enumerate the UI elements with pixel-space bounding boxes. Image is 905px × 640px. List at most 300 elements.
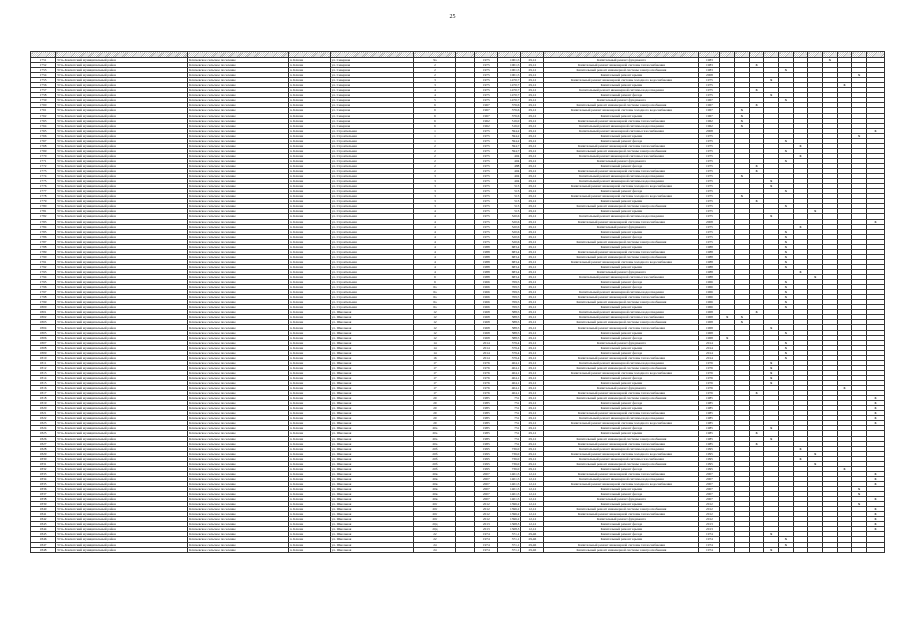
plan-year-cell: 1975 (699, 204, 720, 209)
plan-year-cell: 1975 (699, 239, 720, 244)
mark-cell: X (779, 158, 794, 163)
area-cell: 404,1 (498, 391, 521, 396)
street-cell: ул. Строительная (330, 153, 414, 158)
row-number: 1842 (31, 517, 56, 522)
year-cell: 1975 (475, 143, 498, 148)
work-type-cell: Капитальный ремонт фасада (544, 532, 699, 537)
settlement-cell: Ключевское сельское поселение (188, 542, 289, 547)
work-type-cell: Капитальный ремонт инженерной системы холодного водоснабжения (544, 481, 699, 486)
place-cell: п. Ключи (288, 330, 330, 335)
house-cell: 14 (414, 340, 456, 345)
year-cell: 1975 (475, 148, 498, 153)
year-cell: 1975 (475, 58, 498, 63)
settlement-cell: Ключевское сельское поселение (188, 264, 289, 269)
area-cell: 594,7 (498, 143, 521, 148)
work-type-cell: Капитальный ремонт инженерной системы электроснабжения (544, 239, 699, 244)
year-cell: 1974 (475, 547, 498, 552)
area-cell: 588,5 (498, 310, 521, 315)
work-type-cell: Капитальный ремонт инженерной системы холодного водоснабжения (544, 108, 699, 113)
tariff-cell: 29,12 (521, 244, 544, 249)
plan-year-cell: 1962 (699, 118, 720, 123)
area-cell: 1001,5 (498, 63, 521, 68)
tariff-cell: 29,12 (521, 148, 544, 153)
street-cell: ул. Строительная (330, 184, 414, 189)
row-number: 1765 (31, 128, 56, 133)
work-type-cell: Капитальный ремонт инженерной системы газоснабжения (544, 128, 699, 133)
settlement-cell: Ключевское сельское поселение (188, 451, 289, 456)
row-number: 1794 (31, 275, 56, 280)
plan-year-cell: 1995 (699, 461, 720, 466)
area-cell: 736,0 (498, 466, 521, 471)
district-cell: Усть-Камчатский муниципальный район (56, 461, 188, 466)
plan-year-cell: 2014 (699, 355, 720, 360)
year-cell: 1988 (475, 275, 498, 280)
plan-year-cell: 1988 (699, 269, 720, 274)
house-cell: 1 (414, 128, 456, 133)
house-cell: 20 (414, 411, 456, 416)
place-cell: п. Ключи (288, 431, 330, 436)
area-cell: 379,4 (498, 355, 521, 360)
plan-year-cell: 2007 (699, 492, 720, 497)
district-cell: Усть-Камчатский муниципальный район (56, 401, 188, 406)
settlement-cell: Ключевское сельское поселение (188, 325, 289, 330)
district-cell: Усть-Камчатский муниципальный район (56, 481, 188, 486)
place-cell: п. Ключи (288, 411, 330, 416)
house-cell: 20б (414, 456, 456, 461)
mark-cell: X (749, 88, 764, 93)
year-cell: 1975 (475, 153, 498, 158)
street-cell: ул. Школьная (330, 381, 414, 386)
house-cell: 22 (414, 537, 456, 542)
year-cell: 1975 (475, 229, 498, 234)
row-number: 1795 (31, 280, 56, 285)
work-type-cell: Капитальный ремонт инженерной системы теплоснабжения (544, 441, 699, 446)
district-cell: Усть-Камчатский муниципальный район (56, 431, 188, 436)
house-cell: 4 (414, 224, 456, 229)
work-type-cell: Капитальный ремонт фасада (544, 163, 699, 168)
settlement-cell: Ключевское сельское поселение (188, 461, 289, 466)
plan-year-cell: 1995 (699, 451, 720, 456)
street-cell: ул. Строительная (330, 214, 414, 219)
settlement-cell: Ключевское сельское поселение (188, 486, 289, 491)
plan-year-cell: 1988 (699, 244, 720, 249)
district-cell: Усть-Камчатский муниципальный район (56, 305, 188, 310)
district-cell: Усть-Камчатский муниципальный район (56, 451, 188, 456)
street-cell: ул. Школьная (330, 481, 414, 486)
settlement-cell: Ключевское сельское поселение (188, 481, 289, 486)
place-cell: п. Ключи (288, 73, 330, 78)
area-cell: 1001,5 (498, 73, 521, 78)
row-number: 1806 (31, 335, 56, 340)
plan-year-cell: 1995 (699, 466, 720, 471)
place-cell: п. Ключи (288, 441, 330, 446)
tariff-cell: 29,12 (521, 320, 544, 325)
work-type-cell: Капитальный ремонт инженерной системы холодного водоснабжения (544, 194, 699, 199)
plan-year-cell: 1975 (699, 78, 720, 83)
place-cell: п. Ключи (288, 310, 330, 315)
work-type-cell: Капитальный ремонт инженерной системы водоотведения (544, 446, 699, 451)
tariff-cell: 12,12 (521, 527, 544, 532)
area-cell: 588,5 (498, 330, 521, 335)
row-number: 1829 (31, 451, 56, 456)
row-number: 1777 (31, 189, 56, 194)
row-number: 1812 (31, 365, 56, 370)
blank-cell (456, 547, 475, 552)
area-cell: 683,4 (498, 249, 521, 254)
settlement-cell: Ключевское сельское поселение (188, 466, 289, 471)
house-cell: 12 (414, 315, 456, 320)
house-cell: 20а (414, 426, 456, 431)
area-cell: 1470,7 (498, 78, 521, 83)
row-number: 1792 (31, 264, 56, 269)
district-cell: Усть-Камчатский муниципальный район (56, 320, 188, 325)
mark-cell: X (866, 471, 884, 476)
mark-cell: X (779, 204, 794, 209)
place-cell: п. Ключи (288, 345, 330, 350)
table-body (31, 58, 885, 553)
year-cell: 1968 (475, 330, 498, 335)
mark-cell: X (793, 143, 808, 148)
district-cell: Усть-Камчатский муниципальный район (56, 375, 188, 380)
plan-year-cell: 1975 (699, 229, 720, 234)
area-cell: 379,4 (498, 345, 521, 350)
mark-cell: X (720, 315, 735, 320)
district-cell: Усть-Камчатский муниципальный район (56, 522, 188, 527)
work-type-cell: Капитальный ремонт фундамента (544, 386, 699, 391)
row-number: 1764 (31, 123, 56, 128)
area-cell: 1401,5 (498, 492, 521, 497)
mark-cell: X (779, 542, 794, 547)
area-cell: 1401,5 (498, 497, 521, 502)
settlement-cell: Ключевское сельское поселение (188, 375, 289, 380)
mark-cell: X (779, 305, 794, 310)
place-cell: п. Ключи (288, 522, 330, 527)
mark-cell: X (764, 436, 779, 441)
place-cell: п. Ключи (288, 118, 330, 123)
settlement-cell: Ключевское сельское поселение (188, 234, 289, 239)
work-type-cell: Капитальный ремонт фасада (544, 285, 699, 290)
area-cell: 371,1 (498, 532, 521, 537)
district-cell: Усть-Камчатский муниципальный район (56, 386, 188, 391)
area-cell: 1396,2 (498, 517, 521, 522)
house-cell: 3 (414, 184, 456, 189)
tariff-cell: 29,12 (521, 214, 544, 219)
tariff-cell: 29,12 (521, 446, 544, 451)
settlement-cell: Ключевское сельское поселение (188, 269, 289, 274)
row-number: 1810 (31, 355, 56, 360)
plan-year-cell: 1967 (699, 113, 720, 118)
settlement-cell: Ключевское сельское поселение (188, 300, 289, 305)
year-cell: 1975 (475, 63, 498, 68)
mark-cell: X (779, 239, 794, 244)
house-cell: 2 (414, 158, 456, 163)
district-cell: Усть-Камчатский муниципальный район (56, 83, 188, 88)
row-number: 1799 (31, 300, 56, 305)
mark-cell: X (779, 350, 794, 355)
settlement-cell: Ключевское сельское поселение (188, 108, 289, 113)
settlement-cell: Ключевское сельское поселение (188, 345, 289, 350)
plan-year-cell: 1967 (699, 98, 720, 103)
tariff-cell: 29,12 (521, 93, 544, 98)
area-cell: 683,4 (498, 269, 521, 274)
district-cell: Усть-Камчатский муниципальный район (56, 169, 188, 174)
plan-year-cell: 1985 (699, 426, 720, 431)
street-cell: ул. Школьная (330, 547, 414, 552)
mark-cell: X (866, 517, 884, 522)
place-cell: п. Ключи (288, 365, 330, 370)
area-cell: 513 (498, 204, 521, 209)
mark-cell: X (779, 280, 794, 285)
house-cell: 3 (414, 189, 456, 194)
tariff-cell: 29,12 (521, 401, 544, 406)
mark-cell: X (764, 325, 779, 330)
work-type-cell: Капитальный ремонт крыши (544, 244, 699, 249)
district-cell: Усть-Камчатский муниципальный район (56, 421, 188, 426)
district-cell: Усть-Камчатский муниципальный район (56, 93, 188, 98)
place-cell: п. Ключи (288, 532, 330, 537)
area-cell: 404 (498, 174, 521, 179)
tariff-cell: 12,12 (521, 507, 544, 512)
row-number: 1802 (31, 315, 56, 320)
year-cell: 2007 (475, 476, 498, 481)
settlement-cell: Ключевское сельское поселение (188, 492, 289, 497)
work-type-cell: Капитальный ремонт инженерной системы электроснабжения (544, 148, 699, 153)
settlement-cell: Ключевское сельское поселение (188, 174, 289, 179)
work-type-cell: Капитальный ремонт фундамента (544, 269, 699, 274)
street-cell: ул. Школьная (330, 406, 414, 411)
tariff-cell: 29,12 (521, 411, 544, 416)
work-type-cell: Капитальный ремонт крыши (544, 406, 699, 411)
tariff-cell: 29,12 (521, 466, 544, 471)
district-cell: Усть-Камчатский муниципальный район (56, 214, 188, 219)
row-number: 1827 (31, 441, 56, 446)
district-cell: Усть-Камчатский муниципальный район (56, 542, 188, 547)
district-cell: Усть-Камчатский муниципальный район (56, 229, 188, 234)
district-cell: Усть-Камчатский муниципальный район (56, 158, 188, 163)
place-cell: п. Ключи (288, 229, 330, 234)
year-cell: 1966 (475, 290, 498, 295)
settlement-cell: Ключевское сельское поселение (188, 204, 289, 209)
settlement-cell: Ключевское сельское поселение (188, 386, 289, 391)
mark-cell: X (866, 219, 884, 224)
plan-year-cell: 1967 (699, 108, 720, 113)
house-cell: 4 (414, 219, 456, 224)
place-cell: п. Ключи (288, 63, 330, 68)
tariff-cell: 29,12 (521, 360, 544, 365)
area-cell: 513 (498, 199, 521, 204)
mark-cell: X (779, 244, 794, 249)
year-cell: 1975 (475, 163, 498, 168)
work-type-cell: Капитальный ремонт инженерной системы электроснабжения (544, 320, 699, 325)
place-cell: п. Ключи (288, 214, 330, 219)
place-cell: п. Ключи (288, 108, 330, 113)
house-cell: 12 (414, 320, 456, 325)
place-cell: п. Ключи (288, 93, 330, 98)
settlement-cell: Ключевское сельское поселение (188, 365, 289, 370)
area-cell: 1396,2 (498, 507, 521, 512)
street-cell: ул. Школьная (330, 507, 414, 512)
area-cell: 1368,3 (498, 527, 521, 532)
district-cell: Усть-Камчатский муниципальный район (56, 391, 188, 396)
tariff-cell: 29,12 (521, 63, 544, 68)
row-number: 1830 (31, 456, 56, 461)
mark-cell: X (779, 68, 794, 73)
place-cell: п. Ключи (288, 244, 330, 249)
plan-year-cell: 1975 (699, 169, 720, 174)
district-cell: Усть-Камчатский муниципальный район (56, 224, 188, 229)
place-cell: п. Ключи (288, 547, 330, 552)
year-cell: 1967 (475, 113, 498, 118)
row-number: 1762 (31, 113, 56, 118)
district-cell: Усть-Камчатский муниципальный район (56, 88, 188, 93)
work-type-cell: Капитальный ремонт инженерной системы электроснабжения (544, 68, 699, 73)
work-type-cell: Капитальный ремонт фасада (544, 280, 699, 285)
settlement-cell: Ключевское сельское поселение (188, 58, 289, 63)
mark-cell: X (866, 476, 884, 481)
area-cell: 379,4 (498, 350, 521, 355)
place-cell: п. Ключи (288, 401, 330, 406)
tariff-cell: 29,12 (521, 138, 544, 143)
row-number: 1784 (31, 224, 56, 229)
mark-cell: X (852, 492, 867, 497)
place-cell: п. Ключи (288, 451, 330, 456)
tariff-cell: 29,12 (521, 199, 544, 204)
settlement-cell: Ключевское сельское поселение (188, 340, 289, 345)
house-cell: 20а (414, 441, 456, 446)
mark-cell: X (866, 401, 884, 406)
district-cell: Усть-Камчатский муниципальный район (56, 381, 188, 386)
area-cell: 516,0 (498, 118, 521, 123)
year-cell: 1975 (475, 189, 498, 194)
mark-cell: X (793, 224, 808, 229)
year-cell: 1988 (475, 244, 498, 249)
district-cell: Усть-Камчатский муниципальный район (56, 108, 188, 113)
year-cell: 2012 (475, 502, 498, 507)
plan-year-cell: 1975 (699, 138, 720, 143)
settlement-cell: Ключевское сельское поселение (188, 259, 289, 264)
year-cell: 2012 (475, 507, 498, 512)
house-cell: 17 (414, 365, 456, 370)
program-table (30, 51, 885, 553)
work-type-cell: Капитальный ремонт фасада (544, 426, 699, 431)
plan-year-cell: 1988 (699, 249, 720, 254)
district-cell: Усть-Камчатский муниципальный район (56, 436, 188, 441)
area-cell: 1396,2 (498, 502, 521, 507)
mark-cell: X (779, 300, 794, 305)
street-cell: ул. Строительная (330, 219, 414, 224)
tariff-cell: 29,12 (521, 441, 544, 446)
district-cell: Усть-Камчатский муниципальный район (56, 199, 188, 204)
district-cell: Усть-Камчатский муниципальный район (56, 290, 188, 295)
place-cell: п. Ключи (288, 381, 330, 386)
row-number: 1809 (31, 350, 56, 355)
district-cell: Усть-Камчатский муниципальный район (56, 259, 188, 264)
year-cell: 1975 (475, 128, 498, 133)
settlement-cell: Ключевское сельское поселение (188, 381, 289, 386)
area-cell: 520,6 (498, 219, 521, 224)
street-cell: ул. Школьная (330, 421, 414, 426)
area-cell: 379,4 (498, 340, 521, 345)
street-cell: ул. Школьная (330, 436, 414, 441)
place-cell: п. Ключи (288, 512, 330, 517)
street-cell: ул. Строительная (330, 295, 414, 300)
house-cell: 4 (414, 88, 456, 93)
row-number: 1779 (31, 199, 56, 204)
street-cell: ул. Северная (330, 123, 414, 128)
settlement-cell: Ключевское сельское поселение (188, 103, 289, 108)
row-number: 1783 (31, 219, 56, 224)
row-number: 1751 (31, 58, 56, 63)
year-cell: 1966 (475, 295, 498, 300)
plan-year-cell: 1975 (699, 174, 720, 179)
plan-year-cell: 1995 (699, 456, 720, 461)
row-number: 1786 (31, 234, 56, 239)
settlement-cell: Ключевское сельское поселение (188, 184, 289, 189)
row-number: 1758 (31, 93, 56, 98)
area-cell: 488 (498, 163, 521, 168)
house-cell: 4 (414, 244, 456, 249)
plan-year-cell: 1985 (699, 411, 720, 416)
mark-cell: X (735, 320, 750, 325)
district-cell: Усть-Камчатский муниципальный район (56, 492, 188, 497)
street-cell: ул. Школьная (330, 391, 414, 396)
row-number: 1840 (31, 507, 56, 512)
street-cell: ул. Школьная (330, 320, 414, 325)
mark-cell: X (866, 481, 884, 486)
year-cell: 1967 (475, 108, 498, 113)
mark-cell: X (779, 295, 794, 300)
work-type-cell: Капитальный ремонт инженерной системы теплоснабжения (544, 118, 699, 123)
district-cell: Усть-Камчатский муниципальный район (56, 58, 188, 63)
place-cell: п. Ключи (288, 461, 330, 466)
settlement-cell: Ключевское сельское поселение (188, 123, 289, 128)
settlement-cell: Ключевское сельское поселение (188, 290, 289, 295)
work-type-cell: Капитальный ремонт инженерной системы теплоснабжения (544, 355, 699, 360)
year-cell: 1976 (475, 386, 498, 391)
work-type-cell: Капитальный ремонт инженерной системы теплоснабжения (544, 391, 699, 396)
mark-cell (749, 547, 764, 552)
area-cell: 736,0 (498, 446, 521, 451)
settlement-cell: Ключевское сельское поселение (188, 436, 289, 441)
tariff-cell: 12,12 (521, 476, 544, 481)
street-cell: ул. Школьная (330, 416, 414, 421)
mark-cell: X (808, 209, 823, 214)
tariff-cell: 29,12 (521, 88, 544, 93)
tariff-cell: 12,12 (521, 522, 544, 527)
street-cell: ул. Школьная (330, 386, 414, 391)
house-cell: 20 (414, 401, 456, 406)
street-cell: ул. Школьная (330, 517, 414, 522)
plan-year-cell: 1976 (699, 365, 720, 370)
mark-cell: X (764, 375, 779, 380)
tariff-cell: 12,12 (521, 497, 544, 502)
area-cell: 751 (498, 436, 521, 441)
area-cell: 683,4 (498, 275, 521, 280)
settlement-cell: Ключевское сельское поселение (188, 426, 289, 431)
house-cell: 6 (414, 113, 456, 118)
street-cell: ул. Строительная (330, 305, 414, 310)
row-number: 1838 (31, 497, 56, 502)
plan-year-cell: 1985 (699, 416, 720, 421)
row-number: 1793 (31, 269, 56, 274)
place-cell: п. Ключи (288, 148, 330, 153)
work-type-cell: Капитальный ремонт инженерной системы холодного водоснабжения (544, 451, 699, 456)
district-cell: Усть-Камчатский муниципальный район (56, 547, 188, 552)
tariff-cell: 29,12 (521, 456, 544, 461)
mark-cell: X (793, 269, 808, 274)
page-number: 25 (449, 14, 456, 20)
work-type-cell: Капитальный ремонт крыши (544, 330, 699, 335)
